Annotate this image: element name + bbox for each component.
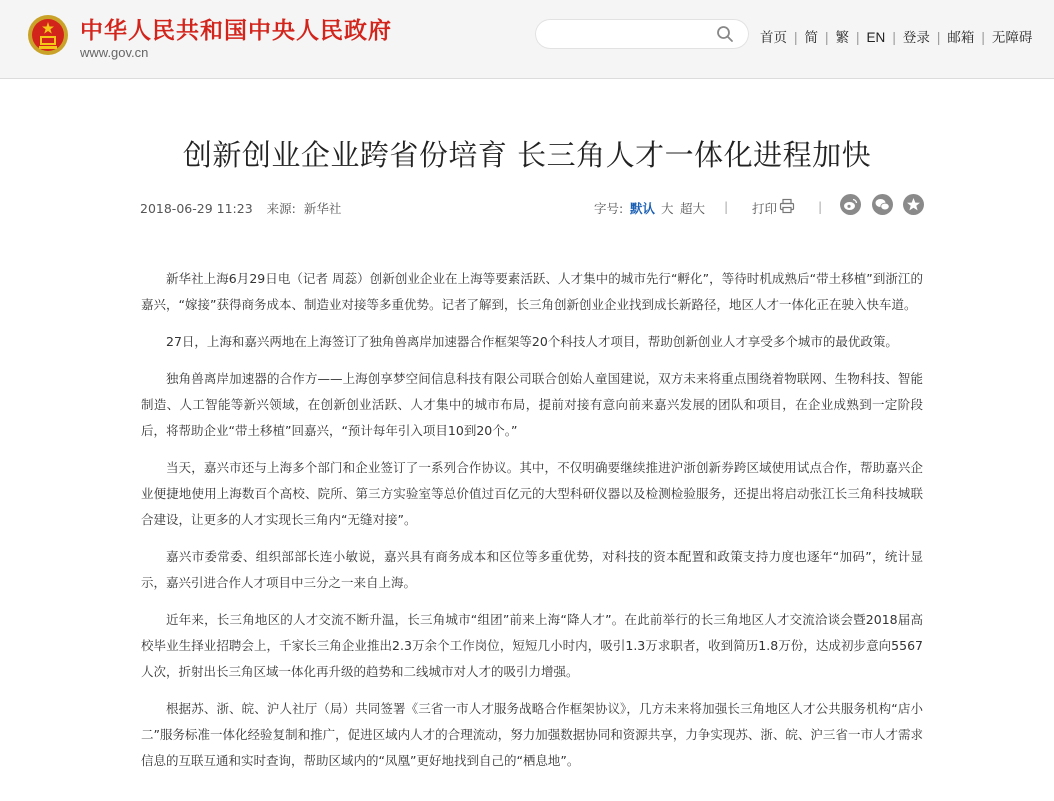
article-paragraph: 近年来，长三角地区的人才交流不断升温，长三角城市“组团”前来上海“降人才”。在此前举行的长三角地区人才交流洽谈会暨2018届高校毕业生择业招聘会上，千家长三角企业推出2.3万余个工作岗位，短短几小时内，吸引1.3万求职者，收到简历1.8万份，达成初步意向5567人次，折射出长三角区域一体化再升级的趋势和二线城市对人才的吸引力增强。	[141, 612, 923, 679]
article-title: 创新创业企业跨省份培育 长三角人才一体化进程加快	[182, 138, 872, 172]
article-paragraph: 嘉兴市委常委、组织部部长连小敏说，嘉兴具有商务成本和区位等多重优势，对科技的资本配置和政策支持力度也逐年“加码”，统计显示，嘉兴引进合作人才项目中三分之一来自上海。	[141, 549, 923, 590]
font-size-default-button[interactable]: 默认	[630, 201, 656, 216]
font-size-large-button[interactable]: 大	[661, 201, 674, 216]
wechat-icon	[872, 194, 893, 215]
font-size-label: 字号:	[594, 201, 624, 216]
national-emblem-icon[interactable]	[27, 14, 69, 56]
source-name: 新华社	[303, 201, 342, 216]
article-meta	[140, 199, 341, 217]
site-url[interactable]: www.gov.cn	[80, 45, 149, 60]
source-label: 来源:	[266, 201, 296, 216]
nav-traditional[interactable]: 繁	[835, 30, 850, 45]
article-paragraph: 新华社上海6月29日电（记者 周蕊）创新创业企业在上海等要素活跃、人才集中的城市先行“孵化”，等待时机成熟后“带土移植”到浙江的嘉兴，“嫁接”获得商务成本、制造业对接等多重优势。记者了解到，长三角创新创业企业找到成长新路径，地区人才一体化正在驶入快车道。	[141, 271, 923, 312]
nav-mail[interactable]: 邮箱	[947, 30, 975, 45]
nav-separator: |	[856, 30, 860, 45]
search-icon[interactable]	[716, 25, 734, 43]
print-icon[interactable]	[779, 198, 795, 214]
favorite-icon	[903, 194, 924, 215]
tools-divider: |	[724, 199, 729, 214]
share-wechat-button[interactable]	[872, 194, 893, 215]
nav-separator: |	[825, 30, 829, 45]
article-paragraph: 独角兽离岸加速器的合作方——上海创享梦空间信息科技有限公司联合创始人童国建说，双方未来将重点围绕着物联网、生物科技、智能制造、人工智能等新兴领域，在创新创业活跃、人才集中的城市布局，提前对接有意向前来嘉兴发展的团队和项目，在企业成熟到一定阶段后，将帮助企业“带土移植”回嘉兴，“预计每年引入项目10到20个。”	[141, 371, 923, 438]
search-input[interactable]	[549, 24, 713, 46]
nav-home[interactable]: 首页	[760, 30, 787, 45]
nav-separator: |	[936, 30, 941, 45]
article-paragraph: 当天，嘉兴市还与上海多个部门和企业签订了一系列合作协议。其中，不仅明确要继续推进沪浙创新券跨区域使用试点合作，帮助嘉兴企业便捷地使用上海数百个高校、院所、第三方实验室等总价值过百亿元的大型科研仪器以及检测检验服务，还提出将启动张江长三角科技城联合建设，让更多的人才实现长三角内“无缝对接”。	[141, 460, 923, 527]
share-weibo-button[interactable]	[840, 194, 861, 215]
print-button[interactable]: 打印	[752, 201, 778, 216]
article-paragraph: 根据苏、浙、皖、沪人社厅（局）共同签署《三省一市人才服务战略合作框架协议》，几方未来将加强长三角地区人才公共服务机构“店小二”服务标准一体化经验复制和推广，促进区域内人才的合理流动，努力加强数据协同和资源共享，力争实现苏、浙、皖、沪三省一市人才需求信息的互联互通和实时查询，帮助区域内的“凤凰”更好地找到自己的“栖息地”。	[141, 701, 923, 768]
nav-separator: |	[981, 30, 985, 45]
nav-english[interactable]: EN	[866, 30, 886, 45]
publish-date: 2018-06-29 11:23	[140, 201, 253, 216]
favorite-button[interactable]	[903, 194, 924, 215]
tools-divider: |	[818, 199, 823, 214]
font-size-xlarge-button[interactable]: 超大	[680, 201, 706, 216]
article-body	[141, 266, 923, 785]
top-nav	[760, 26, 1032, 44]
site-header	[0, 0, 1054, 79]
site-title[interactable]: 中华人民共和国中央人民政府	[80, 18, 392, 44]
nav-simplified[interactable]: 简	[804, 30, 819, 45]
nav-separator: |	[794, 30, 798, 45]
article-paragraph: 27日，上海和嘉兴两地在上海签订了独角兽离岸加速器合作框架等20个科技人才项目，帮助创新创业人才享受多个城市的最优政策。	[166, 334, 898, 349]
nav-separator: |	[892, 30, 896, 45]
weibo-icon	[840, 194, 861, 215]
nav-accessibility[interactable]: 无障碍	[991, 30, 1033, 45]
nav-login[interactable]: 登录	[902, 30, 930, 45]
